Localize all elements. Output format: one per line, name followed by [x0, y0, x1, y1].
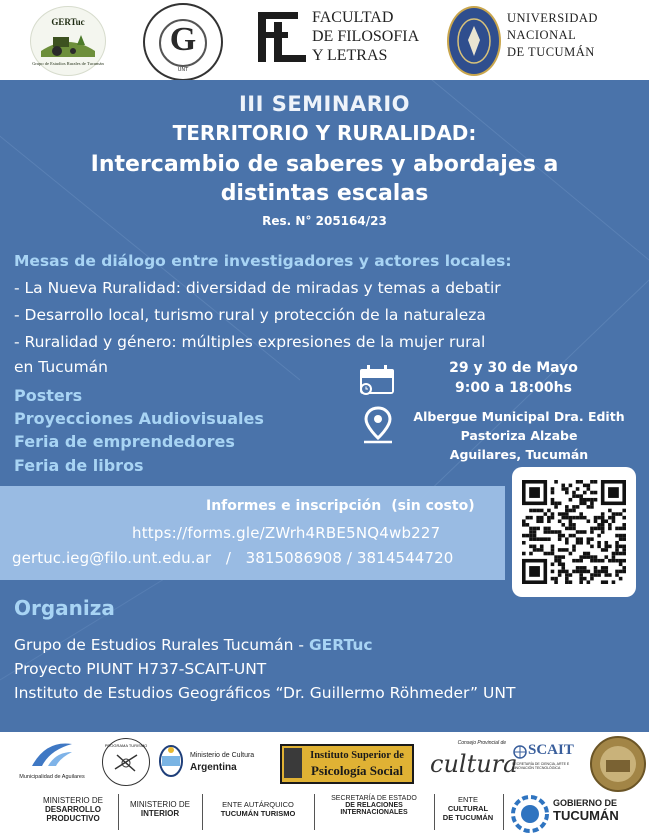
ente-turismo: ENTE AUTÁRQUICO TUCUMÁN TURISMO	[220, 800, 296, 818]
footer-divider	[503, 794, 504, 830]
calendar-icon	[358, 364, 396, 396]
ffyl-name: FACULTAD DE FILOSOFIA Y LETRAS	[312, 9, 420, 64]
event-date-time	[400, 358, 627, 398]
informes-heading: Informes e inscripción (sin costo)	[206, 498, 475, 514]
unt-crest-logo	[447, 6, 501, 76]
organizer-line: Instituto de Estudios Geográficos “Dr. Guillermo Röhmeder” UNT	[14, 684, 516, 702]
organizer-line: Proyecto PIUNT H737-SCAIT-UNT	[14, 660, 267, 678]
contact-phones: 3815086908 / 3814544720	[245, 549, 454, 567]
mesa-item: - Ruralidad y género: múltiples expresiones de la mujer rural	[14, 333, 486, 351]
event-time: 9:00 a 18:00hs	[455, 380, 572, 396]
gertuc-logo-caption: Grupo de Estudios Rurales de Tucumán	[32, 61, 104, 66]
event-venue: Albergue Municipal Dra. Edith Pastoriza Alzabe Aguilares, Tucumán	[413, 409, 625, 462]
header-logos	[0, 0, 649, 80]
extra-activity: Feria de emprendedores	[14, 432, 235, 451]
aguilares-caption: Municipalidad de Aguilares	[19, 774, 85, 780]
ieg-seal-caption: UNT	[177, 67, 189, 73]
event-date: 29 y 30 de Mayo	[449, 360, 578, 376]
cultura-consejo-text: Consejo Provincial de	[457, 740, 506, 746]
gertuc-logo-text: GERTuc	[51, 17, 85, 27]
ieg-seal-logo: G UNT	[143, 3, 223, 81]
gobierno-tucuman: GOBIERNO DE TUCUMÁN	[553, 798, 619, 823]
organizer-line: Grupo de Estudios Rurales Tucumán - GERTuc	[14, 636, 373, 654]
seminar-title: TERRITORIO Y RURALIDAD:	[172, 121, 477, 145]
programa-turismo-logo: PROGRAMA TURISMO	[102, 738, 150, 786]
contact-email[interactable]: gertuc.ieg@filo.unt.edu.ar	[12, 549, 212, 567]
scait-globe-icon	[513, 745, 527, 759]
mesas-heading: Mesas de diálogo entre investigadores y actores locales:	[14, 252, 512, 270]
organiza-heading: Organiza	[14, 596, 115, 620]
ffyl-monogram-icon	[256, 8, 308, 66]
extra-activity: Proyecciones Audiovisuales	[14, 409, 264, 428]
min-interior: MINISTERIO DE INTERIOR	[129, 800, 190, 818]
contact-line: gertuc.ieg@filo.unt.edu.ar / 3815086908 / 3814544720	[12, 549, 454, 567]
unt-name: UNIVERSIDAD NACIONAL DE TUCUMÁN	[507, 11, 598, 59]
extra-activity: Posters	[14, 386, 83, 405]
sec-relaciones-internacionales: SECRETARÍA DE ESTADO DE RELACIONES INTERNACIONALES	[331, 795, 417, 816]
qr-code-image	[522, 479, 626, 585]
psicologia-social-logo: Instituto Superior de Psicología Social	[280, 744, 414, 784]
footer-divider	[314, 794, 315, 830]
municipal-seal-logo	[590, 736, 646, 792]
sponsors-footer	[0, 732, 649, 840]
map-pin-icon	[362, 406, 394, 444]
extra-activity: Feria de libros	[14, 456, 144, 475]
registration-link[interactable]: https://forms.gle/ZWrh4RBE5NQ4wb227	[132, 524, 441, 542]
footer-divider	[202, 794, 203, 830]
ente-cultural: ENTE CULTURAL DE TUCUMÁN	[442, 795, 494, 822]
aguilares-logo	[28, 738, 76, 770]
main-panel	[0, 80, 649, 732]
seminar-number: III SEMINARIO	[238, 92, 411, 116]
scait-caption: SECRETARÍA DE CIENCIA, ARTE E INNOVACIÓN TECNOLÓGICA	[512, 762, 570, 770]
min-cultura-text: Ministerio de Cultura	[190, 752, 255, 759]
cultura-word: cultura	[430, 750, 518, 778]
argentina-text: Argentina	[190, 762, 237, 773]
mesa-item: - Desarrollo local, turismo rural y protección de la naturaleza	[14, 306, 486, 324]
scait-text: SCAIT	[528, 742, 574, 758]
resolution-number: Res. N° 205164/23	[262, 214, 387, 228]
mesa-item-continuation: en Tucumán	[14, 358, 108, 376]
seminar-subtitle: Intercambio de saberes y abordajes a distintas escalas	[90, 152, 559, 206]
qr-code[interactable]	[512, 467, 636, 597]
footer-divider	[434, 794, 435, 830]
gertuc-logo	[30, 6, 106, 76]
mesa-item: - La Nueva Ruralidad: diversidad de miradas y temas a debatir	[14, 279, 501, 297]
gobierno-tucuman-emblem-icon	[510, 794, 550, 834]
min-desarrollo-productivo: MINISTERIO DE DESARROLLO PRODUCTIVO	[42, 796, 103, 823]
footer-divider	[118, 794, 119, 830]
argentina-shield-icon	[157, 742, 185, 780]
